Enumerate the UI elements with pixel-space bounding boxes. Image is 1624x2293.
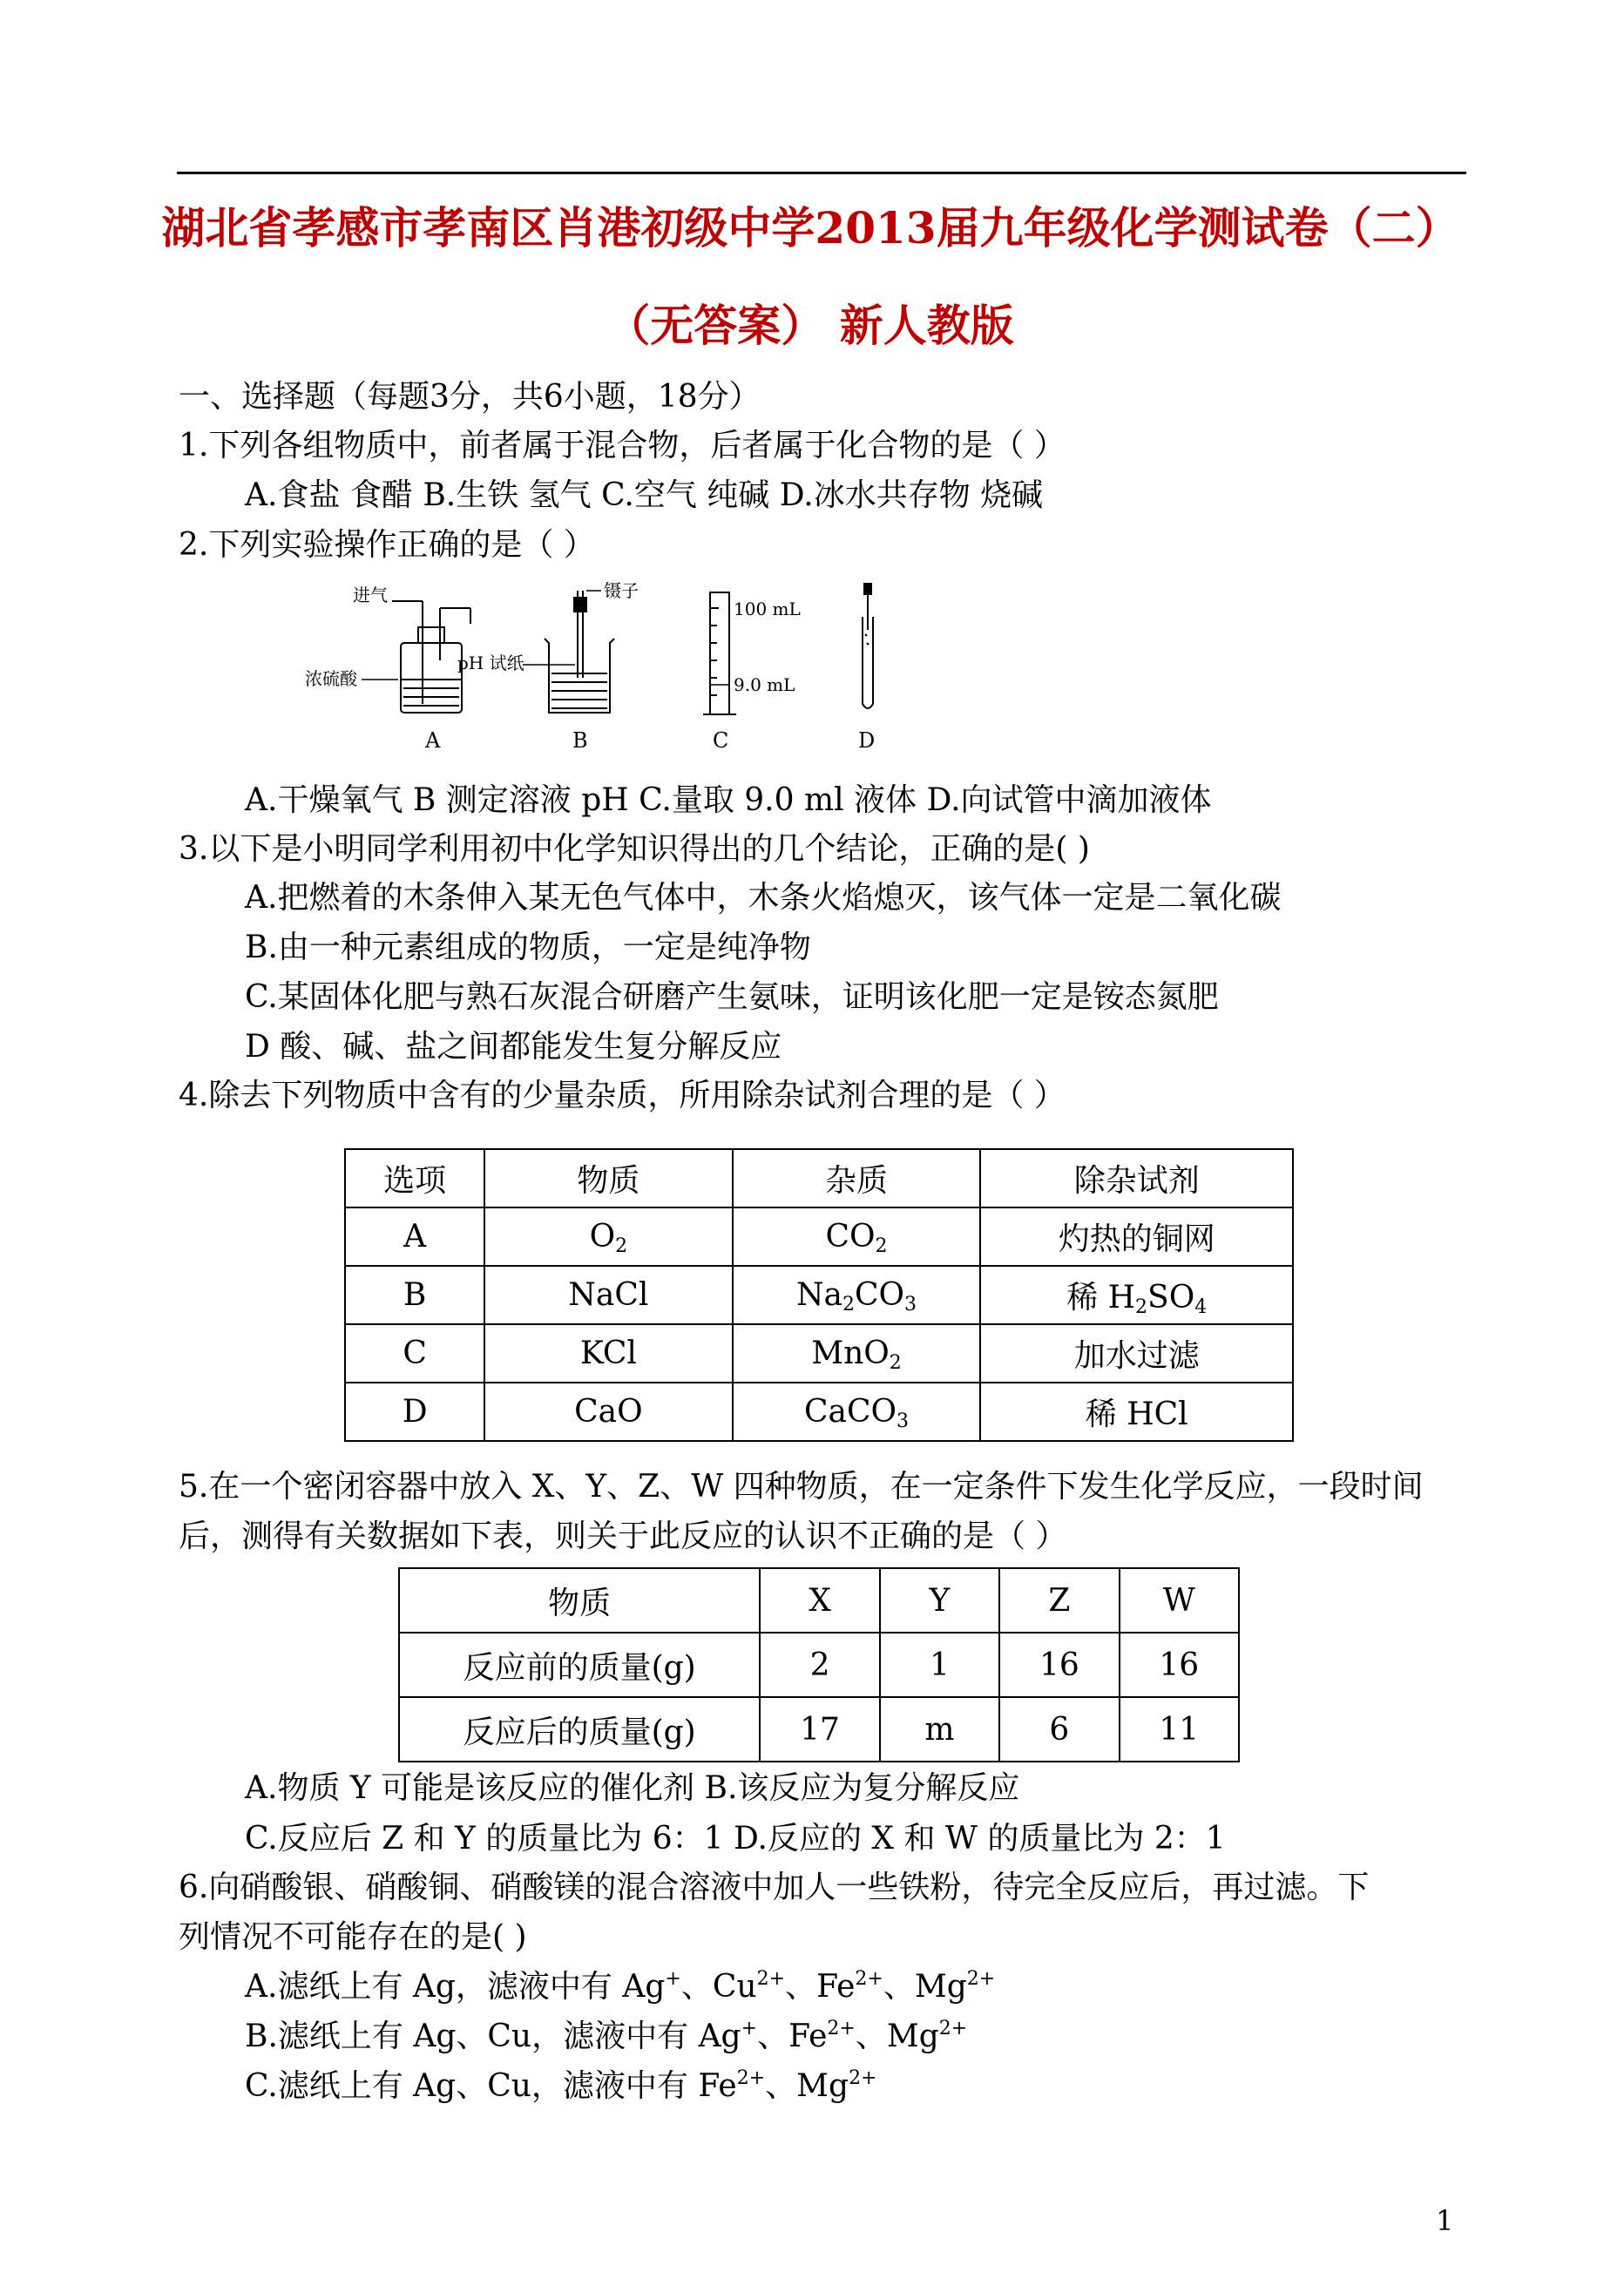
table-header-row bbox=[399, 1568, 1239, 1633]
table-cell: KCl bbox=[484, 1324, 732, 1383]
table-row bbox=[399, 1633, 1239, 1697]
q6-stem-line2: 列情况不可能存在的是( ) bbox=[179, 1919, 527, 1955]
figure-label-c: C bbox=[713, 728, 729, 753]
q5-stem-line1: 5.在一个密闭容器中放入 X、Y、Z、W 四种物质，在一定条件下发生化学反应，一段时间 bbox=[179, 1469, 1424, 1505]
figure-d-test-tube bbox=[863, 584, 873, 708]
figure-label-9ml: 9.0 mL bbox=[734, 674, 795, 695]
table-row bbox=[399, 1697, 1239, 1762]
table-cell: $Na_2CO_3$ bbox=[733, 1266, 981, 1324]
figure-label-a: A bbox=[425, 728, 441, 753]
q5-table bbox=[398, 1567, 1240, 1762]
table-header-row bbox=[345, 1149, 1293, 1207]
table-cell: MnO$_2$ bbox=[733, 1324, 981, 1383]
q2-options: A.干燥氧气 B 测定溶液 pH C.量取 9.0 ml 液体 D.向试管中滴加液体 bbox=[245, 782, 1212, 818]
table-cell: 反应后的质量(g) bbox=[399, 1697, 760, 1762]
table-cell: D bbox=[345, 1383, 484, 1441]
table-cell: 1 bbox=[880, 1633, 999, 1697]
q3-stem: 3.以下是小明同学利用初中化学知识得出的几个结论，正确的是( ) bbox=[179, 831, 1090, 867]
document-title-line1: 湖北省孝感市孝南区肖港初级中学2013届九年级化学测试卷（二） bbox=[161, 202, 1459, 254]
table-cell: 2 bbox=[760, 1633, 879, 1697]
q3-option-d: D 酸、碱、盐之间都能发生复分解反应 bbox=[245, 1029, 782, 1065]
q6-stem-line1: 6.向硝酸银、硝酸铜、硝酸镁的混合溶液中加人一些铁粉，待完全反应后，再过滤。下 bbox=[179, 1870, 1370, 1905]
q6-option-a: A.滤纸上有 Ag，滤液中有 Ag+、$Cu^{2+}$、$Fe^{2+}$、$Mg^{2+}$ bbox=[245, 1968, 996, 2005]
q1-stem: 1.下列各组物质中，前者属于混合物，后者属于化合物的是（ ） bbox=[179, 428, 1066, 463]
table-cell: NaCl bbox=[484, 1266, 732, 1324]
table-header-cell: 除杂试剂 bbox=[980, 1149, 1293, 1207]
table-cell: B bbox=[345, 1266, 484, 1324]
table-cell: 6 bbox=[999, 1697, 1119, 1762]
table-cell: 反应前的质量(g) bbox=[399, 1633, 760, 1697]
table-cell: C bbox=[345, 1324, 484, 1383]
table-header-cell: 物质 bbox=[399, 1568, 760, 1633]
q5-options-cd: C.反应后 Z 和 Y 的质量比为 6：1 D.反应的 X 和 W 的质量比为 2：1 bbox=[245, 1821, 1226, 1857]
q1-options: A.食盐 食醋 B.生铁 氢气 C.空气 纯碱 D.冰水共存物 烧碱 bbox=[245, 477, 1044, 513]
table-header-cell: X bbox=[760, 1568, 879, 1633]
table-header-cell: 杂质 bbox=[733, 1149, 981, 1207]
table-header-cell: W bbox=[1120, 1568, 1239, 1633]
table-row bbox=[345, 1207, 1293, 1266]
document-title-line2: （无答案） 新人教版 bbox=[606, 300, 1014, 351]
table-cell: $CO_2$ bbox=[733, 1207, 981, 1266]
table-header-cell: Y bbox=[880, 1568, 999, 1633]
table-cell: 稀 HCl bbox=[980, 1383, 1293, 1441]
figure-label-100ml: 100 mL bbox=[734, 599, 801, 619]
table-cell: A bbox=[345, 1207, 484, 1266]
table-cell: CaO bbox=[484, 1383, 732, 1441]
table-cell: $O_2$ bbox=[484, 1207, 732, 1266]
table-cell: m bbox=[880, 1697, 999, 1762]
table-cell: 11 bbox=[1120, 1697, 1239, 1762]
table-header-cell: 选项 bbox=[345, 1149, 484, 1207]
q5-options-ab: A.物质 Y 可能是该反应的催化剂 B.该反应为复分解反应 bbox=[245, 1770, 1020, 1806]
table-row bbox=[345, 1383, 1293, 1441]
table-cell: 灼热的铜网 bbox=[980, 1207, 1293, 1266]
q3-option-a: A.把燃着的木条伸入某无色气体中，木条火焰熄灭，该气体一定是二氧化碳 bbox=[245, 880, 1282, 916]
table-header-cell: 物质 bbox=[484, 1149, 732, 1207]
table-cell: 16 bbox=[1120, 1633, 1239, 1697]
table-cell: 加水过滤 bbox=[980, 1324, 1293, 1383]
q6-option-b: B.滤纸上有 Ag、Cu，滤液中有 Ag+、$Fe^{2+}$、$Mg^{2+}$ bbox=[245, 2018, 968, 2054]
q6-option-c: C.滤纸上有 Ag、Cu，滤液中有 $Fe^{2+}$、$Mg^{2+}$ bbox=[245, 2067, 877, 2104]
figure-c-cylinder bbox=[703, 592, 736, 714]
table-cell: 17 bbox=[760, 1697, 879, 1762]
table-row bbox=[345, 1324, 1293, 1383]
table-cell: CaCO$_3$ bbox=[733, 1383, 981, 1441]
q3-option-b: B.由一种元素组成的物质，一定是纯净物 bbox=[245, 930, 811, 965]
header-rule bbox=[177, 172, 1466, 174]
figure-label-niezi: 镊子 bbox=[604, 582, 639, 601]
figure-b-beaker bbox=[523, 591, 614, 713]
table-cell: 稀 $H_2SO_4$ bbox=[980, 1266, 1293, 1324]
q4-stem: 4.除去下列物质中含有的少量杂质，所用除杂试剂合理的是（ ） bbox=[179, 1078, 1066, 1113]
figure-a-wash-bottle bbox=[362, 601, 470, 713]
page-number: 1 bbox=[1436, 2204, 1454, 2237]
q5-stem-line2: 后，测得有关数据如下表，则关于此反应的认识不正确的是（ ） bbox=[179, 1519, 1067, 1554]
figure-label-b: B bbox=[572, 728, 588, 753]
table-cell: 16 bbox=[999, 1633, 1119, 1697]
figure-label-nongliusuan: 浓硫酸 bbox=[305, 668, 357, 689]
figure-label-d: D bbox=[858, 728, 876, 753]
q4-table bbox=[344, 1148, 1294, 1442]
q3-option-c: C.某固体化肥与熟石灰混合研磨产生氨味，证明该化肥一定是铵态氮肥 bbox=[245, 979, 1219, 1015]
figure-label-jinqi: 进气 bbox=[353, 585, 388, 605]
q2-stem: 2.下列实验操作正确的是（ ） bbox=[179, 527, 595, 563]
section-heading: 一、选择题（每题3分，共6小题，18分） bbox=[179, 379, 761, 415]
figure-label-ph-paper: pH 试纸 bbox=[457, 653, 524, 673]
lab-apparatus-figure bbox=[301, 582, 910, 756]
table-header-cell: Z bbox=[999, 1568, 1119, 1633]
table-row bbox=[345, 1266, 1293, 1324]
